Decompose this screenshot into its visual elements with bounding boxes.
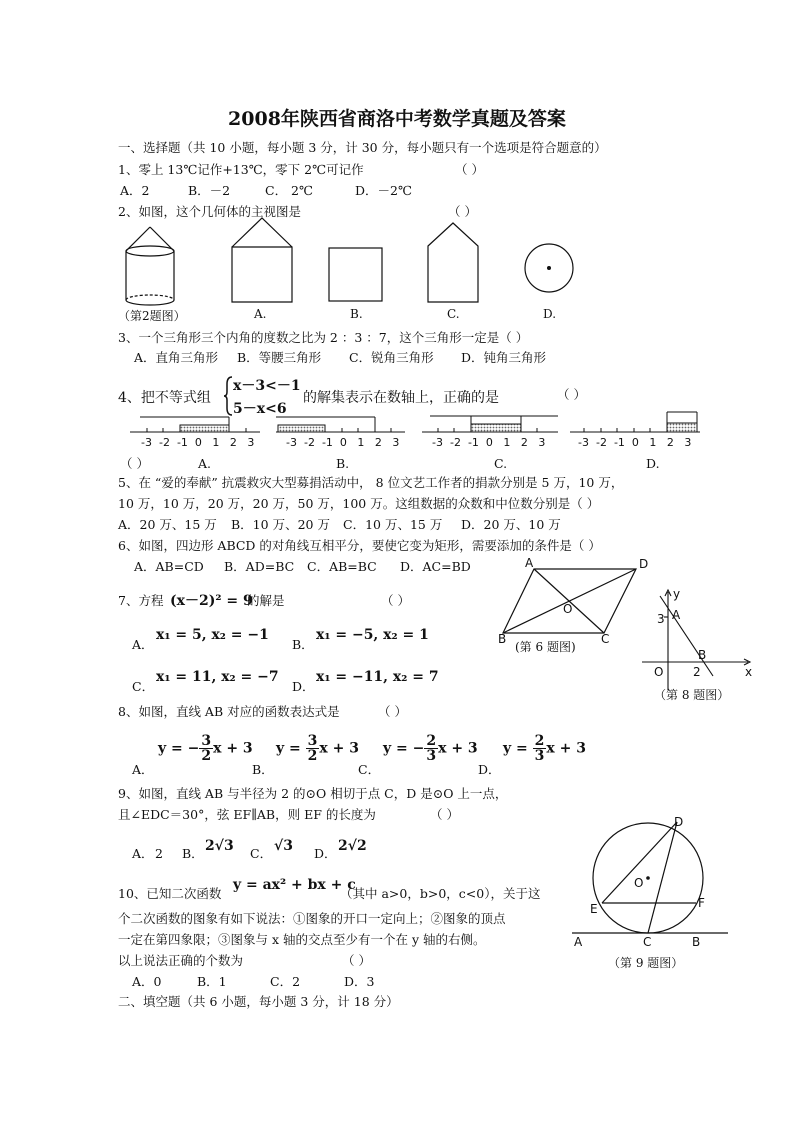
q6-option-c: C．AB=BC — [307, 559, 377, 574]
q8-option-a-letter: A． — [132, 762, 154, 777]
q2-label-b: B. — [350, 307, 363, 321]
q5-option-d: D．20 万、10 万 — [461, 517, 561, 532]
q7-option-b-letter: B． — [292, 637, 314, 652]
section-2-heading: 二、填空题（共 6 小题，每小题 3 分，计 18 分） — [118, 994, 399, 1009]
q8-label-2: 2 — [693, 665, 701, 679]
q2-stem: 2、如图，这个几何体的主视图是 — [118, 204, 301, 219]
q8-option-b: y = $\frac{3}{2}$ x + 3 — [276, 733, 359, 764]
q9-point-o: O — [634, 876, 644, 890]
q6-stem: 6、如图，四边形 ABCD 的对角线互相平分，要使它变为矩形，需要添加的条件是（ ） — [118, 538, 601, 553]
q6-point-o: O — [563, 602, 573, 616]
q6-caption: (第 6 题图) — [515, 640, 576, 654]
q4-label-a: A. — [198, 456, 212, 471]
q5-option-a: A．20 万、15 万 — [118, 517, 217, 532]
q4-label-b: B. — [336, 456, 350, 471]
q4-stem-suffix: 的解集表示在数轴上，正确的是 — [303, 390, 499, 406]
q4-label-c: C. — [494, 456, 508, 471]
q6-option-b: B．AD=BC — [224, 559, 295, 574]
q6-point-b: B — [498, 632, 507, 646]
q2-answer-paren: （ ） — [448, 204, 477, 219]
q4-a-ticks: -3 -2 -1 0 1 2 3 — [141, 436, 255, 449]
q7-option-d-letter: D． — [292, 679, 315, 694]
q8-axis-y: y — [673, 587, 681, 601]
q3-option-a: A．直角三角形 — [134, 350, 219, 365]
q9-option-a-letter: A． — [132, 846, 154, 861]
q2-caption: （第2题图） — [118, 309, 186, 323]
q10-line-3: 一定在第四象限；③图象与 x 轴的交点至少有一个在 y 轴的右侧。 — [118, 932, 486, 947]
q9-option-a: 2 — [155, 846, 163, 861]
q6-option-d: D．AC=BD — [400, 559, 471, 574]
q8-answer-paren: （ ） — [378, 704, 407, 719]
q4-inequality-1: x－3<－1 — [233, 378, 301, 394]
q3-option-c: C．锐角三角形 — [349, 350, 434, 365]
q10-option-b: B．1 — [197, 974, 227, 989]
section-heading: 一、选择题（共 10 小题，每小题 3 分，计 30 分，每小题只有一个选项是符合题意的） — [118, 140, 607, 155]
q9-option-c-letter: C． — [250, 846, 273, 861]
q9-answer-paren: （ ） — [430, 807, 459, 822]
q8-point-a: A — [672, 608, 681, 622]
q1-answer-paren: （ ） — [455, 162, 484, 177]
q7-stem-suffix: 的解是 — [247, 593, 285, 608]
q10-answer-paren: （ ） — [342, 953, 371, 968]
q7-answer-paren: （ ） — [381, 593, 410, 608]
q5-line-2: 10 万，10 万，20 万，20 万，50 万，100 万。这组数据的众数和中位数分别是（ ） — [118, 496, 600, 511]
q4-label-d: D. — [646, 456, 660, 471]
q2-label-a: A. — [254, 307, 267, 321]
q1-option-a: A．2 — [120, 183, 150, 198]
q2-label-d: D. — [543, 307, 557, 321]
q1-option-b: B．－2 — [188, 183, 231, 198]
q8-axis-x: x — [745, 665, 753, 679]
q7-option-d: x₁ = −11, x₂ = 7 — [316, 669, 439, 685]
q2-label-c: C. — [447, 307, 460, 321]
q10-function: y = ax² + bx + c — [233, 877, 356, 893]
q7-equation: (x－2)² = 9 — [170, 593, 253, 609]
q4-inequality-2: 5－x<6 — [233, 401, 287, 417]
q8-option-d-letter: D． — [478, 762, 501, 777]
q9-line-2: 且∠EDC＝30°，弦 EF∥AB，则 EF 的长度为 — [118, 807, 376, 822]
q10-line-2: 个二次函数的图象有如下说法：①图象的开口一定向上；②图象的顶点 — [118, 911, 506, 926]
q9-point-f: F — [698, 896, 705, 910]
q1-stem: 1、零上 13℃记作+13℃，零下 2℃可记作 — [118, 162, 364, 177]
q10-option-d: D．3 — [344, 974, 375, 989]
q4-stem-prefix: 4、把不等式组 — [118, 390, 211, 406]
q9-option-d: 2√2 — [338, 838, 367, 854]
q7-option-c-letter: C． — [132, 679, 155, 694]
q4-answer-blank: （ ） — [120, 456, 149, 471]
q6-point-a: A — [525, 556, 534, 570]
q9-point-b: B — [692, 935, 701, 949]
q8-option-b-letter: B． — [252, 762, 274, 777]
q1-option-c: C． 2℃ — [265, 183, 313, 198]
q9-point-a: A — [574, 935, 583, 949]
q9-option-b-letter: B． — [182, 846, 204, 861]
q5-option-c: C．10 万、15 万 — [343, 517, 443, 532]
q9-option-c: √3 — [274, 838, 293, 854]
q7-option-a: x₁ = 5, x₂ = −1 — [156, 627, 269, 643]
q10-option-a: A．0 — [132, 974, 162, 989]
q8-caption: （第 8 题图） — [654, 688, 730, 702]
q9-option-d-letter: D． — [314, 846, 337, 861]
q9-caption: （第 9 题图） — [608, 956, 684, 970]
q8-origin: O — [654, 665, 664, 679]
q9-line-1: 9、如图，直线 AB 与半径为 2 的⊙O 相切于点 C，D 是⊙O 上一点， — [118, 786, 508, 801]
q3-option-d: D．钝角三角形 — [461, 350, 547, 365]
q4-b-ticks: -3 -2 -1 0 1 2 3 — [286, 436, 400, 449]
q3-stem: 3、一个三角形三个内角的度数之比为 2 ：3 ：7，这个三角形一定是（ ） — [118, 330, 529, 345]
q4-answer-paren: （ ） — [557, 387, 586, 402]
q7-option-c: x₁ = 11, x₂ = −7 — [156, 669, 279, 685]
q10-line-4: 以上说法正确的个数为 — [118, 953, 244, 968]
q6-option-a: A．AB=CD — [134, 559, 204, 574]
q8-option-d: y = $\frac{2}{3}$ x + 3 — [503, 733, 586, 764]
q9-point-d: D — [674, 815, 684, 829]
q9-option-b: 2√3 — [205, 838, 234, 854]
q10-stem-prefix: 10、已知二次函数 — [118, 886, 222, 901]
q7-stem-prefix: 7、方程 — [118, 593, 164, 608]
q8-label-3: 3 — [657, 612, 665, 626]
q7-option-b: x₁ = −5, x₂ = 1 — [316, 627, 429, 643]
q1-option-d: D．－2℃ — [355, 183, 412, 198]
q9-point-e: E — [590, 902, 598, 916]
q4-c-ticks: -3 -2 -1 0 1 2 3 — [432, 436, 546, 449]
q8-stem: 8、如图，直线 AB 对应的函数表达式是 — [118, 704, 340, 719]
q8-point-b: B — [698, 648, 707, 662]
page-title: 2008年陕西省商洛中考数学真题及答案 — [228, 108, 566, 130]
q6-point-c: C — [601, 632, 610, 646]
q3-option-b: B．等腰三角形 — [237, 350, 322, 365]
q6-point-d: D — [639, 557, 649, 571]
q8-option-a: y = − $\frac{3}{2}$ x + 3 — [158, 733, 253, 764]
q5-line-1: 5、在 “爱的奉献” 抗震救灾大型募捐活动中， 8 位文艺工作者的捐款分别是 5 万，10 万， — [118, 475, 624, 490]
q4-d-ticks: -3 -2 -1 0 1 2 3 — [578, 436, 692, 449]
q5-option-b: B．10 万、20 万 — [231, 517, 330, 532]
q7-option-a-letter: A． — [132, 637, 154, 652]
q10-stem-suffix: （其中 a>0，b>0，c<0），关于这 — [340, 886, 541, 901]
q9-point-c: C — [643, 935, 652, 949]
q10-option-c: C．2 — [270, 974, 301, 989]
q8-option-c-letter: C． — [358, 762, 381, 777]
q8-option-c: y = − $\frac{2}{3}$ x + 3 — [383, 733, 478, 764]
